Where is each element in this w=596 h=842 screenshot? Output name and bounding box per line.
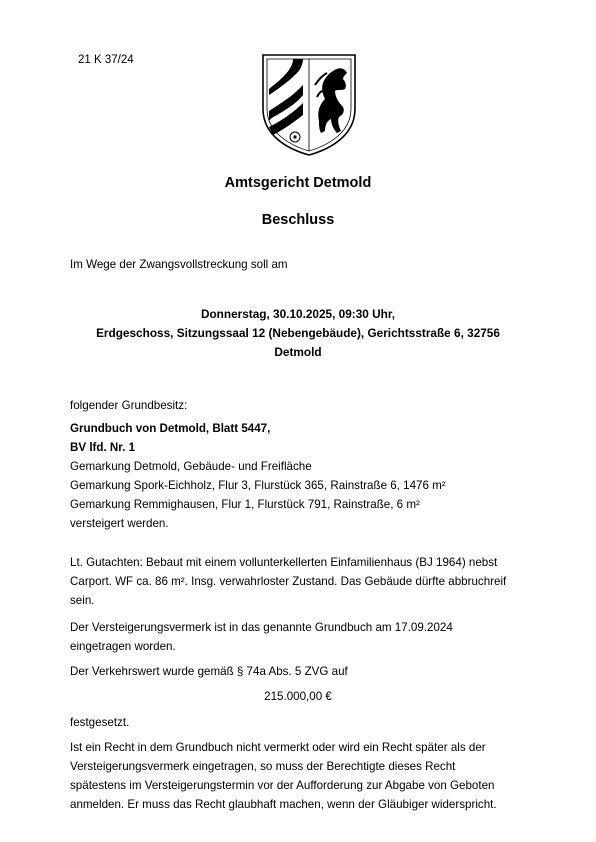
document-title: Beschluss — [261, 212, 335, 228]
property-details — [70, 419, 446, 533]
nrw-coat-of-arms-icon — [259, 51, 359, 157]
paragraph-line: Carport. WF ca. 86 m². Insg. verwahrloster Zustand. Das Gebäude dürfte abbruchreif — [70, 575, 507, 588]
recht-paragraph — [70, 738, 497, 814]
appointment-location: Erdgeschoss, Sitzungssaal 12 (Nebengebäude), Gerichtsstraße 6, 32756 — [96, 326, 500, 340]
court-name: Amtsgericht Detmold — [224, 175, 372, 191]
property-line: Gemarkung Detmold, Gebäude- und Freifläche — [70, 460, 312, 473]
festgesetzt-text: festgesetzt. — [70, 716, 130, 729]
paragraph-line: eingetragen worden. — [70, 640, 176, 653]
verkehrswert-amount: 215.000,00 € — [264, 690, 332, 703]
property-item: BV lfd. Nr. 1 — [70, 441, 136, 454]
paragraph-line: spätestens im Versteigerungstermin vor der Aufforderung zur Abgabe von Geboten — [70, 779, 495, 792]
gutachten-paragraph — [70, 553, 506, 610]
vermerk-paragraph — [70, 618, 453, 656]
property-line: Gemarkung Remmighausen, Flur 1, Flurstück 791, Rainstraße, 6 m² — [70, 498, 420, 511]
property-register: Grundbuch von Detmold, Blatt 5447, — [70, 422, 271, 435]
paragraph-line: Lt. Gutachten: Bebaut mit einem vollunterkellerten Einfamilienhaus (BJ 1964) nebst — [70, 556, 498, 569]
paragraph-line: anmelden. Er muss das Recht glaubhaft machen, wenn der Gläubiger widerspricht. — [70, 798, 497, 811]
appointment-date: Donnerstag, 30.10.2025, 09:30 Uhr, — [200, 307, 396, 321]
verkehrswert-intro: Der Verkehrswert wurde gemäß § 74a Abs. 5 ZVG auf — [70, 665, 348, 678]
paragraph-line: sein. — [70, 594, 95, 607]
property-line: Gemarkung Spork-Eichholz, Flur 3, Flurstück 365, Rainstraße 6, 1476 m² — [70, 479, 446, 492]
property-line: versteigert werden. — [70, 517, 169, 530]
paragraph-line: Versteigerungsvermerk eingetragen, so muss der Berechtigte dieses Recht — [70, 760, 456, 773]
paragraph-line: Der Versteigerungsvermerk ist in das genannte Grundbuch am 17.09.2024 — [70, 621, 453, 634]
appointment-city: Detmold — [274, 345, 322, 359]
file-reference: 21 K 37/24 — [78, 54, 134, 66]
property-heading: folgender Grundbesitz: — [70, 399, 188, 412]
intro-text: Im Wege der Zwangsvollstreckung soll am — [70, 258, 288, 271]
paragraph-line: Ist ein Recht in dem Grundbuch nicht vermerkt oder wird ein Recht später als der — [70, 741, 486, 754]
